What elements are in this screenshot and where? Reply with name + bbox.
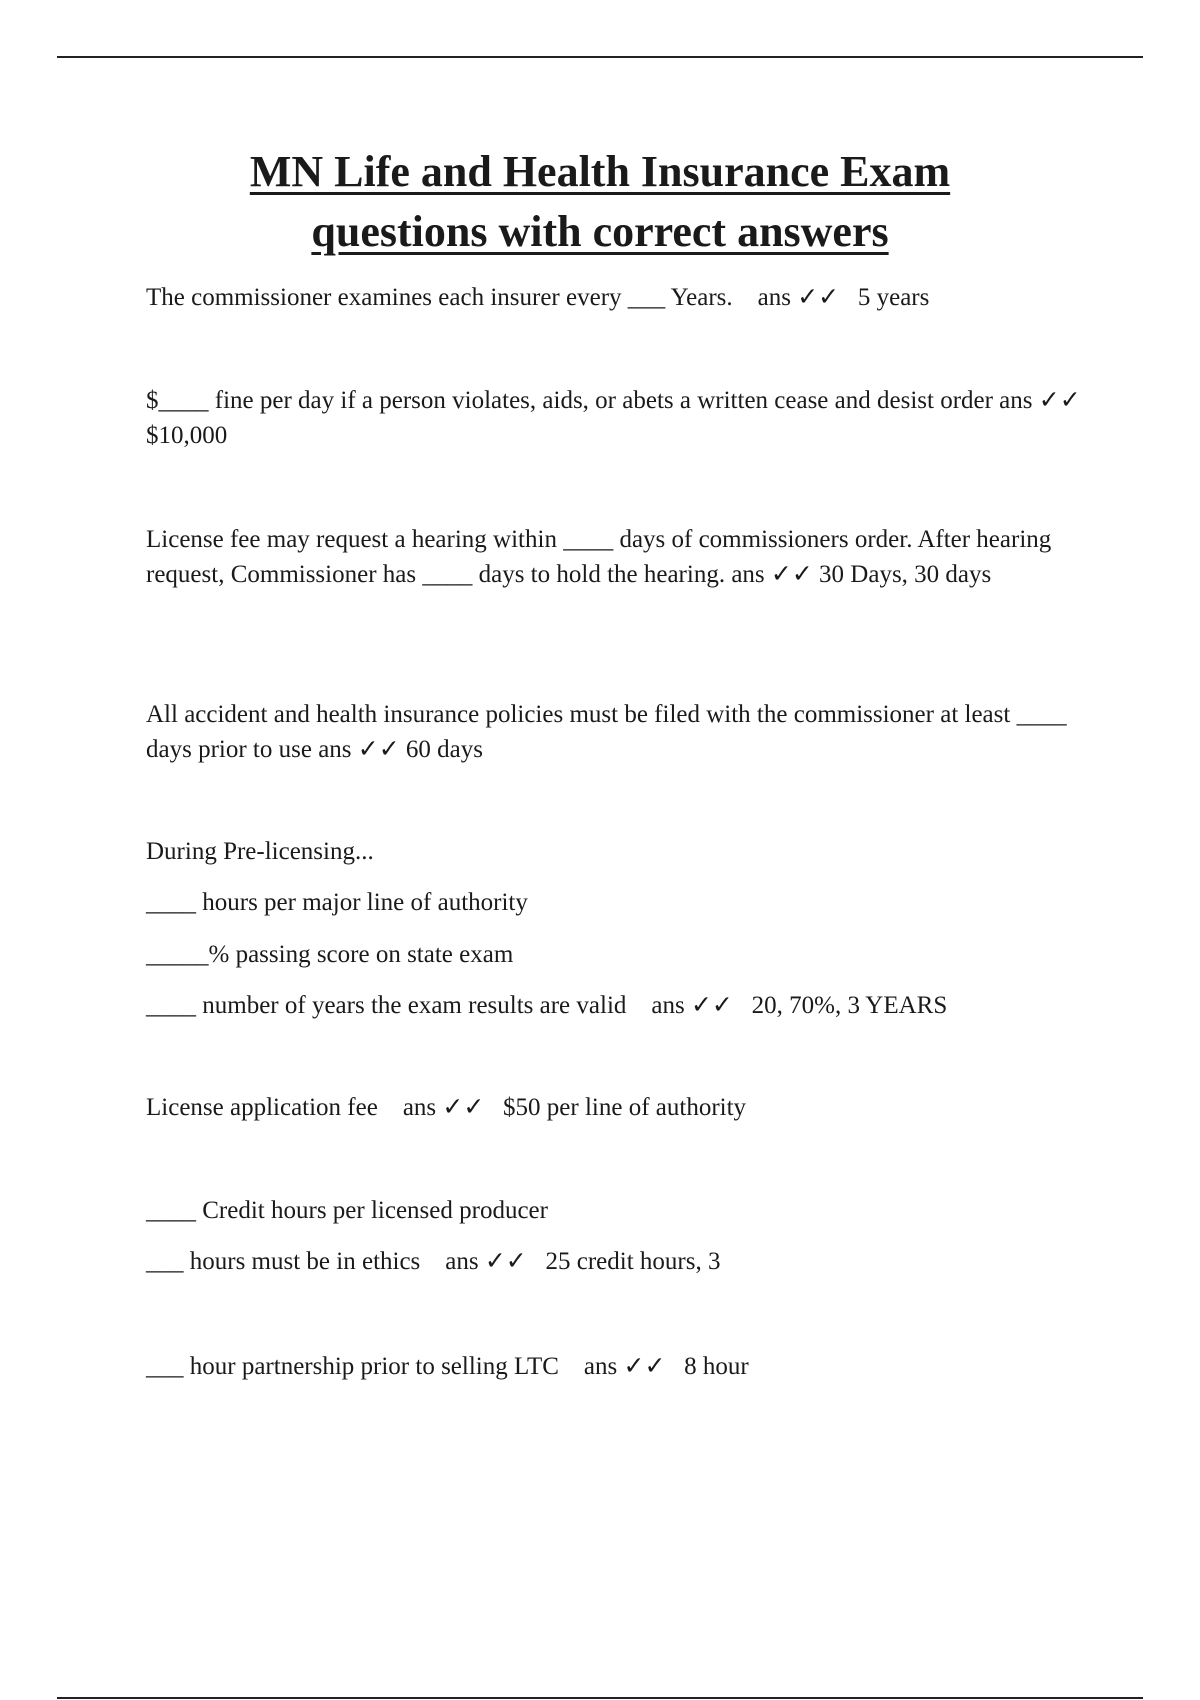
question-ltc-partnership: ___ hour partnership prior to selling LTC ans ✓✓ 8 hour [146,1353,749,1380]
question-commissioner-exam: The commissioner examines each insurer every ___ Years. ans ✓✓ 5 years [146,284,930,311]
bottom-rule [57,1697,1143,1699]
question-cease-desist-fine: $____ fine per day if a person violates, aids, or abets a written cease and desist order ans ✓✓ $10,000 [146,387,1081,449]
question-prelicensing-validity: ____ number of years the exam results are valid ans ✓✓ 20, 70%, 3 YEARS [146,992,948,1019]
document-title [0,142,1200,262]
top-rule [57,56,1143,58]
question-credit-hours: ____ Credit hours per licensed producer [146,1197,548,1224]
question-hearing-days: License fee may request a hearing within ____ days of commissioners order. After hearing request, Commissioner has ____ days to hold the hearing. ans ✓✓ 30 Days, 30 days [146,526,1052,588]
question-application-fee: License application fee ans ✓✓ $50 per line of authority [146,1094,747,1121]
question-ethics-hours: ___ hours must be in ethics ans ✓✓ 25 credit hours, 3 [146,1248,721,1275]
question-prelicensing-hours: ____ hours per major line of authority [146,889,528,916]
title-line-1: MN Life and Health Insurance Exam [249,147,951,196]
question-prelicensing-heading: During Pre-licensing... [146,838,374,865]
question-prelicensing-score: _____% passing score on state exam [146,941,514,968]
question-policy-filing: All accident and health insurance policies must be filed with the commissioner at least ____ days prior to use ans ✓✓ 60 days [146,701,1067,763]
title-line-2: questions with correct answers [311,207,889,256]
